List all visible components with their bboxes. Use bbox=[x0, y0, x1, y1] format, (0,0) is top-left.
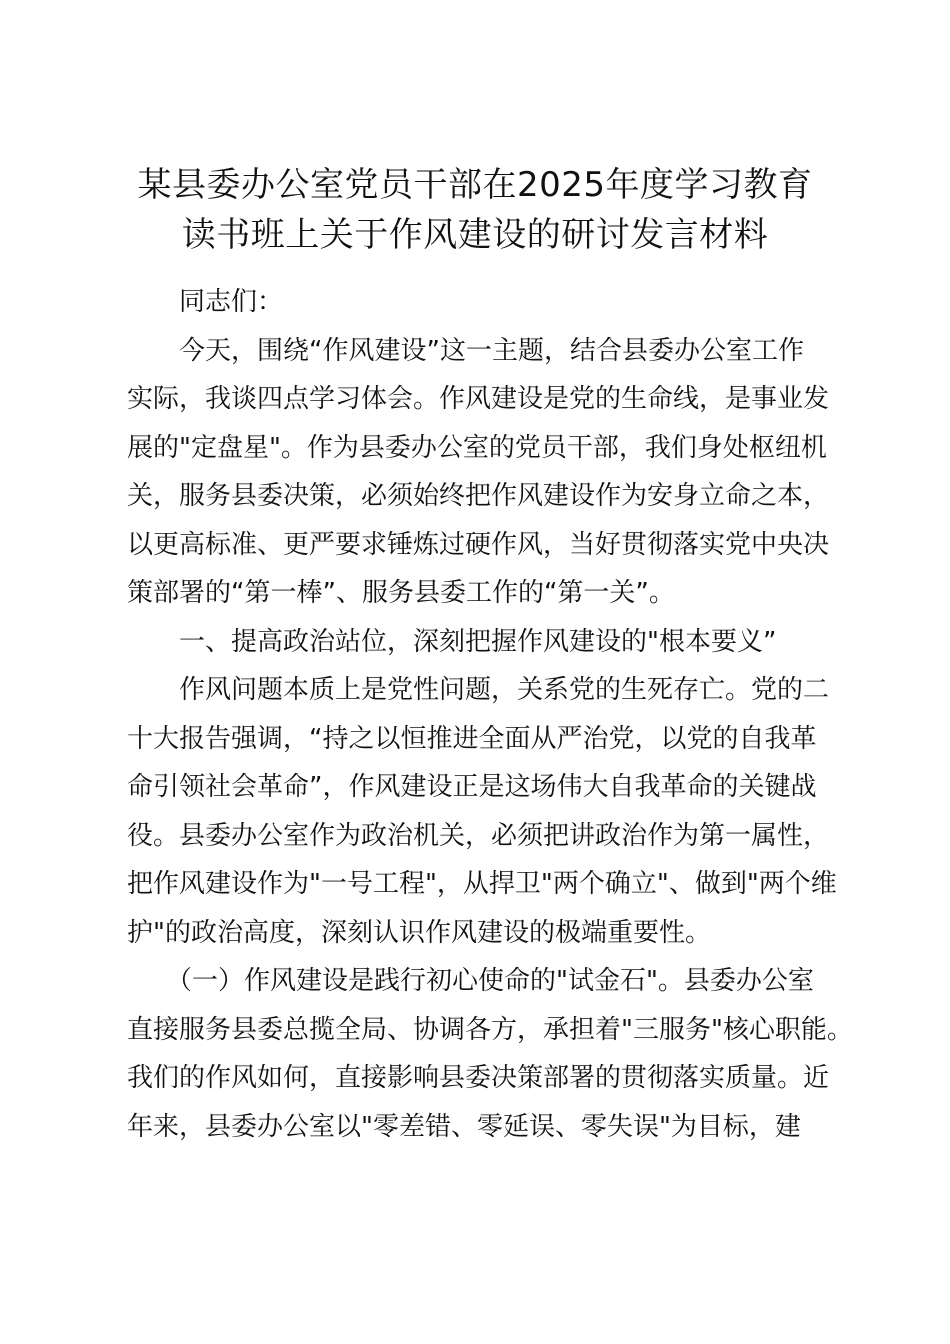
text-line: 直接服务县委总揽全局、协调各方，承担着"三服务"核心职能。 bbox=[127, 1014, 853, 1045]
title-line-2: 读书班上关于作风建设的研讨发言材料 bbox=[181, 215, 769, 255]
text-line: 把作风建设作为"一号工程"，从捍卫"两个确立"、做到"两个维 bbox=[127, 869, 837, 899]
text-line: 今天，围绕“作风建设”这一主题，结合县委办公室工作 bbox=[127, 335, 804, 366]
text-line: 我们的作风如何，直接影响县委决策部署的贯彻落实质量。近 bbox=[127, 1063, 830, 1093]
text-line: 同志们： bbox=[127, 287, 284, 317]
text-line: 十大报告强调，“持之以恒推进全面从严治党，以党的自我革 bbox=[127, 723, 817, 754]
document-title bbox=[110, 160, 840, 260]
text-line: 年来，县委办公室以"零差错、零延误、零失误"为目标，建 bbox=[127, 1111, 801, 1142]
text-line: 实际，我谈四点学习体会。作风建设是党的生命线，是事业发 bbox=[127, 384, 830, 414]
intro-paragraph bbox=[127, 327, 847, 618]
section-1-paragraph bbox=[127, 666, 847, 957]
text-line: 展的"定盘星"。作为县委办公室的党员干部，我们身处枢纽机 bbox=[127, 432, 827, 463]
subsection-1-paragraph bbox=[127, 957, 853, 1151]
document-body bbox=[127, 278, 853, 1151]
section-heading-1 bbox=[127, 618, 847, 667]
salutation-paragraph bbox=[127, 278, 847, 327]
text-line: 以更高标准、更严要求锤炼过硬作风，当好贯彻落实党中央决 bbox=[127, 529, 830, 560]
text-line: 护"的政治高度，深刻认识作风建设的极端重要性。 bbox=[127, 917, 711, 948]
text-line: 策部署的“第一棒”、服务县委工作的“第一关”。 bbox=[127, 578, 675, 608]
text-line: 作风问题本质上是党性问题，关系党的生死存亡。党的二 bbox=[127, 675, 830, 705]
text-line: 役。县委办公室作为政治机关，必须把讲政治作为第一属性， bbox=[127, 820, 830, 851]
text-line: 命引领社会革命”，作风建设正是这场伟大自我革命的关键战 bbox=[127, 772, 817, 802]
text-line: （一）作风建设是践行初心使命的"试金石"。县委办公室 bbox=[127, 966, 814, 996]
text-line: 关，服务县委决策，必须始终把作风建设作为安身立命之本， bbox=[127, 481, 830, 511]
heading-line: 一、提高政治站位，深刻把握作风建设的"根本要义” bbox=[127, 626, 777, 657]
title-line-1: 某县委办公室党员干部在2025年度学习教育 bbox=[137, 165, 813, 205]
